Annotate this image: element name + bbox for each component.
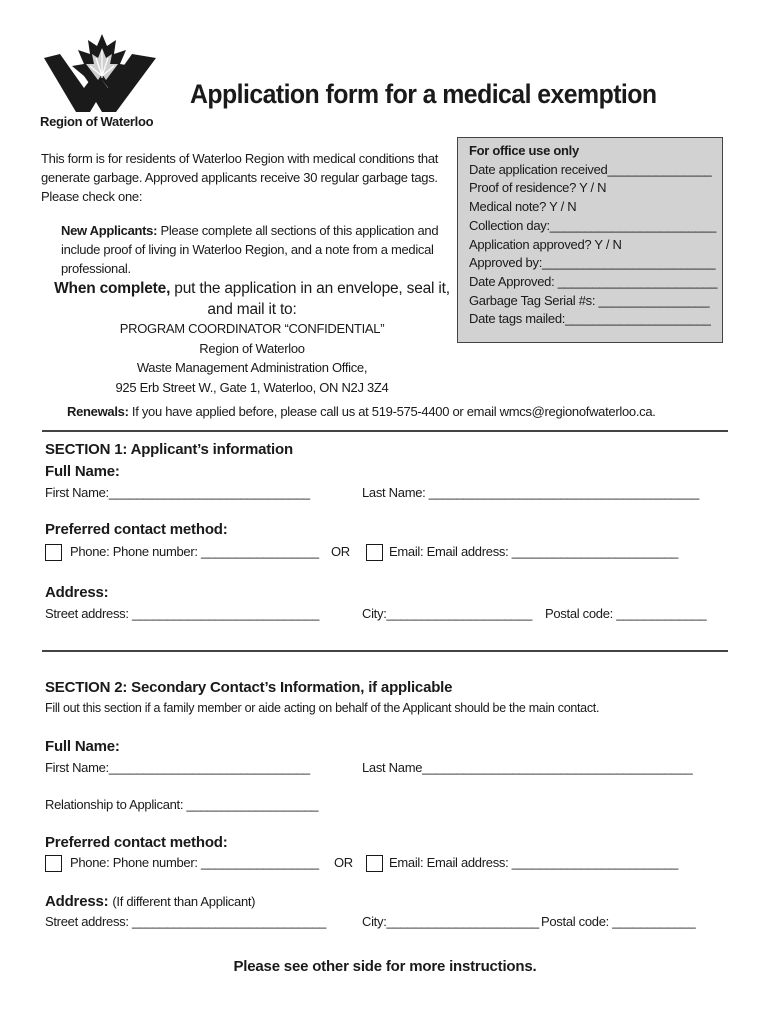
new-applicants-label: New Applicants:	[61, 223, 158, 238]
relationship-field[interactable]: Relationship to Applicant: ___________________	[45, 797, 319, 812]
secondary-email-checkbox[interactable]	[366, 855, 383, 872]
office-line[interactable]: Date application received_______________	[469, 161, 712, 177]
section1-full-name-heading: Full Name:	[45, 463, 120, 480]
renewals-label: Renewals:	[67, 404, 129, 419]
office-line[interactable]: Proof of residence? Y / N	[469, 180, 607, 196]
secondary-first-name-field[interactable]: First Name:_____________________________	[45, 760, 310, 775]
applicant-street-field[interactable]: Street address: ___________________________	[45, 606, 320, 621]
section2-title: SECTION 2: Secondary Contact’s Information, if applicable	[45, 679, 453, 696]
address-line: PROGRAM COORDINATOR “CONFIDENTIAL”	[119, 321, 385, 336]
applicant-postal-field[interactable]: Postal code: _____________	[545, 606, 707, 621]
logo-text: Region of Waterloo	[40, 114, 154, 129]
office-line[interactable]: Date Approved: _______________________	[469, 273, 718, 289]
section1-contact-heading: Preferred contact method:	[45, 521, 228, 538]
renewals-text: If you have applied before, please call us at 519-575-4400 or email wmcs@regionofwaterloo.ca.	[131, 404, 656, 419]
office-line[interactable]: Application approved? Y / N	[469, 236, 622, 252]
applicant-city-field[interactable]: City:_____________________	[362, 606, 533, 621]
when-complete-note	[40, 278, 464, 320]
secondary-street-field[interactable]: Street address: ____________________________	[45, 914, 327, 929]
applicant-email-field[interactable]: Email: Email address: ________________________	[389, 544, 679, 559]
secondary-city-field[interactable]: City:______________________	[362, 914, 539, 929]
divider	[42, 430, 728, 432]
section1-title: SECTION 1: Applicant’s information	[45, 441, 293, 458]
applicant-first-name-field[interactable]: First Name:_____________________________	[45, 485, 310, 500]
secondary-phone-checkbox[interactable]	[45, 855, 62, 872]
applicant-phone-field[interactable]: Phone: Phone number: _________________	[70, 544, 319, 559]
footer-note: Please see other side for more instructions.	[233, 958, 537, 975]
section2-full-name-heading: Full Name:	[45, 738, 120, 755]
applicant-email-checkbox[interactable]	[366, 544, 383, 561]
address-line: 925 Erb Street W., Gate 1, Waterloo, ON N2J 3Z4	[115, 379, 389, 395]
secondary-email-field[interactable]: Email: Email address: ________________________	[389, 855, 679, 870]
section2-address-heading	[45, 893, 255, 910]
section2-contact-heading: Preferred contact method:	[45, 834, 228, 851]
secondary-postal-field[interactable]: Postal code: ____________	[541, 914, 696, 929]
secondary-last-name-field[interactable]: Last Name_______________________________________	[362, 760, 693, 775]
intro-text: This form is for residents of Waterloo Region with medical conditions that generate garbage. Approved applicants receive 30 regular garbage tags. Please check one:	[41, 151, 439, 204]
or-label: OR	[331, 544, 350, 559]
renewals-note	[67, 404, 656, 419]
address-line: Waste Management Administration Office,	[136, 360, 368, 375]
new-applicants-text: Please complete all sections of this application and include proof of living in Waterloo Region, and a note from a medical professional.	[61, 223, 439, 276]
section2-address-label: Address:	[45, 893, 109, 910]
page-title: Application form for a medical exemption	[190, 79, 657, 109]
office-line[interactable]: Medical note? Y / N	[469, 199, 577, 215]
secondary-phone-field[interactable]: Phone: Phone number: _________________	[70, 855, 319, 870]
office-line[interactable]: Garbage Tag Serial #s: ________________	[469, 292, 710, 308]
when-complete-label: When complete,	[54, 280, 171, 297]
maple-w-logo-icon	[44, 32, 160, 114]
section2-subtitle: Fill out this section if a family member or aide acting on behalf of the Applicant should be the main contact.	[45, 701, 600, 715]
office-line[interactable]: Approved by:_________________________	[469, 255, 716, 271]
applicant-phone-checkbox[interactable]	[45, 544, 62, 561]
office-use-box	[457, 137, 723, 343]
region-logo	[40, 32, 162, 132]
section2-address-note: (If different than Applicant)	[112, 894, 256, 909]
applicant-last-name-field[interactable]: Last Name: _______________________________________	[362, 485, 700, 500]
when-complete-text: put the application in an envelope, seal it, and mail it to:	[174, 280, 450, 318]
address-line: Region of Waterloo	[199, 340, 305, 356]
office-line[interactable]: Date tags mailed:_____________________	[469, 311, 711, 327]
office-line[interactable]: Collection day:________________________	[469, 217, 717, 233]
mailing-address	[40, 319, 464, 397]
or-label: OR	[334, 855, 353, 870]
new-applicants-note	[61, 221, 451, 278]
office-heading: For office use only	[469, 143, 579, 158]
section1-address-heading: Address:	[45, 584, 109, 601]
divider	[42, 650, 728, 652]
